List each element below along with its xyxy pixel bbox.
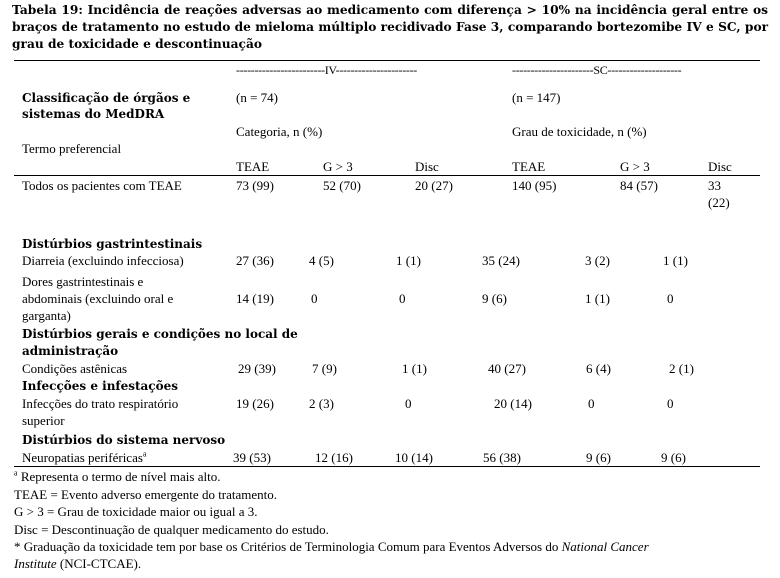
row-label-gi-pain-1: Dores gastrintestinais e (22, 274, 144, 289)
cell-asthenic-iv-teae: 29 (39) (238, 361, 276, 376)
cell-pain-sc-g3: 1 (1) (585, 291, 610, 306)
cell-resp-iv-g3: 2 (3) (309, 396, 334, 411)
cell-pain-iv-disc: 0 (399, 291, 406, 306)
soc-nervous-system: Distúrbios do sistema nervoso (22, 433, 226, 447)
row-label-neuropathy: Neuropatias periféricas$^a$ (22, 449, 147, 465)
header-rule (14, 175, 760, 176)
footnote-g3: G > 3 = Grau de toxicidade maior ou igual a 3. (14, 504, 258, 519)
table-top-rule (14, 60, 760, 61)
sc-group-header: ----------------------SC-------------------- (512, 63, 682, 77)
cell-pain-sc-teae: 9 (6) (482, 291, 507, 306)
row-label-all: Todos os pacientes com TEAE (22, 178, 182, 193)
col-sc-disc: Disc (708, 159, 732, 174)
col-sc-teae: TEAE (512, 159, 546, 174)
cell-asthenic-iv-disc: 1 (1) (402, 361, 427, 376)
soc-gastrointestinal: Distúrbios gastrintestinais (22, 237, 203, 251)
cell-diarrhea-iv-g3: 4 (5) (309, 253, 334, 268)
footnote-ctcae-line1: * Graduação da toxicidade tem por base os Critérios de Terminologia Comum para Eventos Adversos do National Cancer (14, 539, 649, 554)
col-iv-disc: Disc (415, 159, 439, 174)
soc-header-line2: sistemas do MedDRA (22, 107, 165, 121)
row-label-asthenic: Condições astênicas (22, 361, 128, 376)
cell-neuro-sc-teae: 56 (38) (483, 450, 521, 465)
cell-resp-iv-disc: 0 (405, 396, 412, 411)
cell-resp-iv-teae: 19 (26) (236, 396, 274, 411)
row-label-resp-2: superior (22, 413, 65, 428)
cell-all-sc-g3: 84 (57) (620, 178, 658, 193)
row-label-gi-pain-2: abdominais (excluindo oral e (22, 291, 174, 306)
col-iv-teae: TEAE (236, 159, 270, 174)
cell-pain-iv-g3: 0 (311, 291, 318, 306)
iv-n: (n = 74) (236, 90, 278, 105)
cell-all-sc-disc-pct: (22) (708, 195, 730, 210)
cell-asthenic-sc-g3: 6 (4) (586, 361, 611, 376)
cell-all-sc-teae: 140 (95) (512, 178, 557, 193)
cell-asthenic-iv-g3: 7 (9) (312, 361, 337, 376)
footnote-a: $^a$ Representa o termo de nível mais alto. (14, 468, 221, 484)
row-label-resp-1: Infecções do trato respiratório (22, 396, 179, 411)
soc-general-line2: administração (22, 344, 119, 358)
cell-all-iv-teae: 73 (99) (236, 178, 274, 193)
soc-general-line1: Distúrbios gerais e condições no local de (22, 327, 298, 341)
cell-neuro-iv-g3: 12 (16) (315, 450, 353, 465)
soc-infections: Infecções e infestações (22, 379, 178, 393)
table-title: Tabela 19: Incidência de reações adversas ao medicamento com diferença > 10% na incidência geral entre os braços de tratamento no estudo de mieloma múltiplo recidivado Fase 3, comparando bortezomibe IV e SC, por grau de toxicidade e descontinuação (12, 3, 768, 51)
row-label-gi-pain-3: garganta) (22, 308, 71, 323)
footnote-disc: Disc = Descontinuação de qualquer medicamento do estudo. (14, 522, 329, 537)
cell-diarrhea-sc-g3: 3 (2) (585, 253, 610, 268)
cell-all-sc-disc: 33 (708, 178, 721, 193)
cell-all-iv-g3: 52 (70) (323, 178, 361, 193)
iv-group-header: ------------------------IV---------------------- (236, 63, 417, 77)
table-bottom-rule (14, 466, 760, 467)
footnote-marker-a: a (142, 449, 147, 459)
cell-neuro-iv-teae: 39 (53) (233, 450, 271, 465)
soc-header-line1: Classificação de órgãos e (22, 91, 191, 105)
preferred-term-header: Termo preferencial (22, 141, 122, 156)
cell-asthenic-sc-teae: 40 (27) (488, 361, 526, 376)
cell-neuro-sc-g3: 9 (6) (586, 450, 611, 465)
row-label-diarrhea: Diarreia (excluindo infecciosa) (22, 253, 184, 268)
cell-resp-sc-disc: 0 (667, 396, 674, 411)
cell-neuro-sc-disc: 9 (6) (661, 450, 686, 465)
cell-resp-sc-g3: 0 (588, 396, 595, 411)
col-iv-g3: G > 3 (323, 159, 353, 174)
iv-subheader: Categoria, n (%) (236, 124, 323, 139)
cell-neuro-iv-disc: 10 (14) (395, 450, 433, 465)
footnote-teae: TEAE = Evento adverso emergente do tratamento. (14, 487, 278, 502)
cell-resp-sc-teae: 20 (14) (494, 396, 532, 411)
cell-diarrhea-sc-teae: 35 (24) (482, 253, 520, 268)
sc-n: (n = 147) (512, 90, 561, 105)
cell-pain-sc-disc: 0 (667, 291, 674, 306)
sc-subheader: Grau de toxicidade, n (%) (512, 124, 647, 139)
cell-diarrhea-iv-disc: 1 (1) (396, 253, 421, 268)
cell-asthenic-sc-disc: 2 (1) (669, 361, 694, 376)
footnote-ctcae-line2: Institute (NCI-CTCAE). (14, 556, 142, 571)
cell-diarrhea-sc-disc: 1 (1) (663, 253, 688, 268)
cell-diarrhea-iv-teae: 27 (36) (236, 253, 274, 268)
cell-all-iv-disc: 20 (27) (415, 178, 453, 193)
cell-pain-iv-teae: 14 (19) (236, 291, 274, 306)
col-sc-g3: G > 3 (620, 159, 650, 174)
